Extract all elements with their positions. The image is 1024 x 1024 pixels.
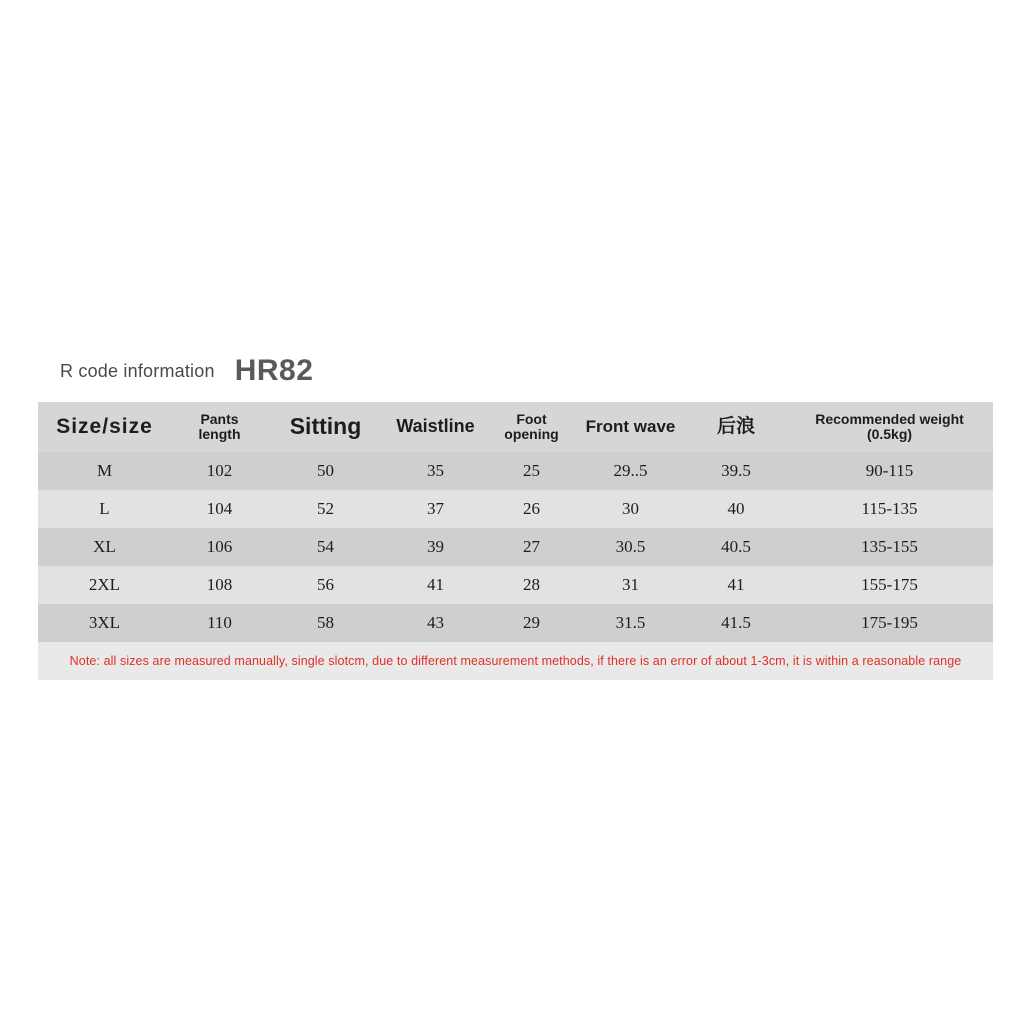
column-header-recommended-weight-line1: Recommended weight [815, 410, 964, 427]
cell-size: M [96, 461, 113, 480]
cell-recommended-weight: 90-115 [865, 461, 914, 480]
cell-foot-opening: 28 [523, 575, 540, 594]
cell-front-wave: 30 [622, 499, 639, 518]
cell-sitting: 56 [317, 575, 334, 594]
cell-waistline: 39 [427, 537, 444, 556]
cell-pants-length: 104 [206, 499, 233, 518]
cell-back-wave: 41 [727, 575, 745, 594]
cell-recommended-weight: 175-195 [861, 613, 918, 632]
table-header-row [38, 402, 993, 452]
cell-sitting: 58 [317, 613, 334, 632]
column-header-sitting-line1: Sitting [289, 413, 362, 440]
cell-pants-length: 106 [206, 537, 233, 556]
cell-waistline: 37 [427, 499, 444, 518]
column-header-foot-opening-line2: opening [504, 426, 559, 442]
cell-pants-length: 102 [206, 461, 233, 480]
cell-size: 3XL [88, 613, 121, 632]
table-head [38, 402, 993, 452]
column-header-front-wave-line1: Front wave [585, 416, 676, 436]
size-chart [38, 340, 993, 680]
table-row [38, 604, 993, 642]
column-header-size-line1: Size/size [56, 415, 153, 439]
column-header-pants-length-line2: length [198, 426, 241, 442]
column-header-waistline [383, 402, 488, 452]
cell-recommended-weight: 135-155 [861, 537, 918, 556]
cell-size: XL [93, 537, 116, 556]
cell-back-wave: 39.5 [721, 461, 751, 480]
size-table [38, 402, 993, 642]
chart-header [38, 340, 993, 402]
column-header-sitting [268, 402, 383, 452]
cell-size: 2XL [88, 575, 121, 594]
cell-pants-length: 110 [207, 613, 232, 632]
cell-front-wave: 31.5 [615, 613, 646, 632]
table-row [38, 528, 993, 566]
cell-foot-opening: 27 [523, 537, 540, 556]
code-information-label: R code information [60, 360, 215, 381]
column-header-pants-length-line1: Pants [200, 410, 239, 427]
cell-foot-opening: 26 [523, 499, 540, 518]
column-header-pants-length [171, 402, 268, 452]
cell-waistline: 43 [427, 613, 444, 632]
cell-back-wave: 41.5 [721, 613, 751, 632]
cell-front-wave: 31 [622, 575, 639, 594]
table-row [38, 452, 993, 490]
table-row [38, 490, 993, 528]
column-header-foot-opening-line1: Foot [516, 410, 547, 427]
cell-recommended-weight: 155-175 [861, 575, 918, 594]
cell-sitting: 50 [317, 461, 334, 480]
cell-sitting: 52 [317, 499, 334, 518]
column-header-foot-opening [488, 402, 575, 452]
cell-foot-opening: 25 [523, 461, 540, 480]
cell-recommended-weight: 115-135 [861, 499, 918, 518]
column-header-waistline-line1: Waistline [396, 416, 475, 437]
cell-front-wave: 30.5 [615, 537, 646, 556]
column-header-size [38, 402, 171, 452]
column-header-front-wave [575, 402, 686, 452]
cell-pants-length: 108 [206, 575, 233, 594]
cell-back-wave: 40 [727, 499, 745, 518]
cell-sitting: 54 [317, 537, 334, 556]
cell-back-wave: 40.5 [721, 537, 751, 556]
column-header-back-wave [686, 402, 786, 452]
column-header-back-wave-line1: 后浪 [716, 415, 755, 437]
column-header-recommended-weight-line2: (0.5kg) [866, 426, 913, 442]
table-body [38, 452, 993, 642]
cell-front-wave: 29..5 [613, 461, 648, 480]
product-code-value: HR82 [234, 354, 314, 387]
cell-waistline: 35 [427, 461, 444, 480]
measurement-note-row [38, 642, 993, 680]
table-row [38, 566, 993, 604]
cell-size: L [99, 499, 110, 518]
cell-waistline: 41 [427, 575, 444, 594]
column-header-recommended-weight [786, 402, 993, 452]
cell-foot-opening: 29 [523, 613, 540, 632]
measurement-note-text: Note: all sizes are measured manually, single slotcm, due to different measurement methods, if there is an error of about 1-3cm, it is within a reasonable range [69, 654, 962, 668]
